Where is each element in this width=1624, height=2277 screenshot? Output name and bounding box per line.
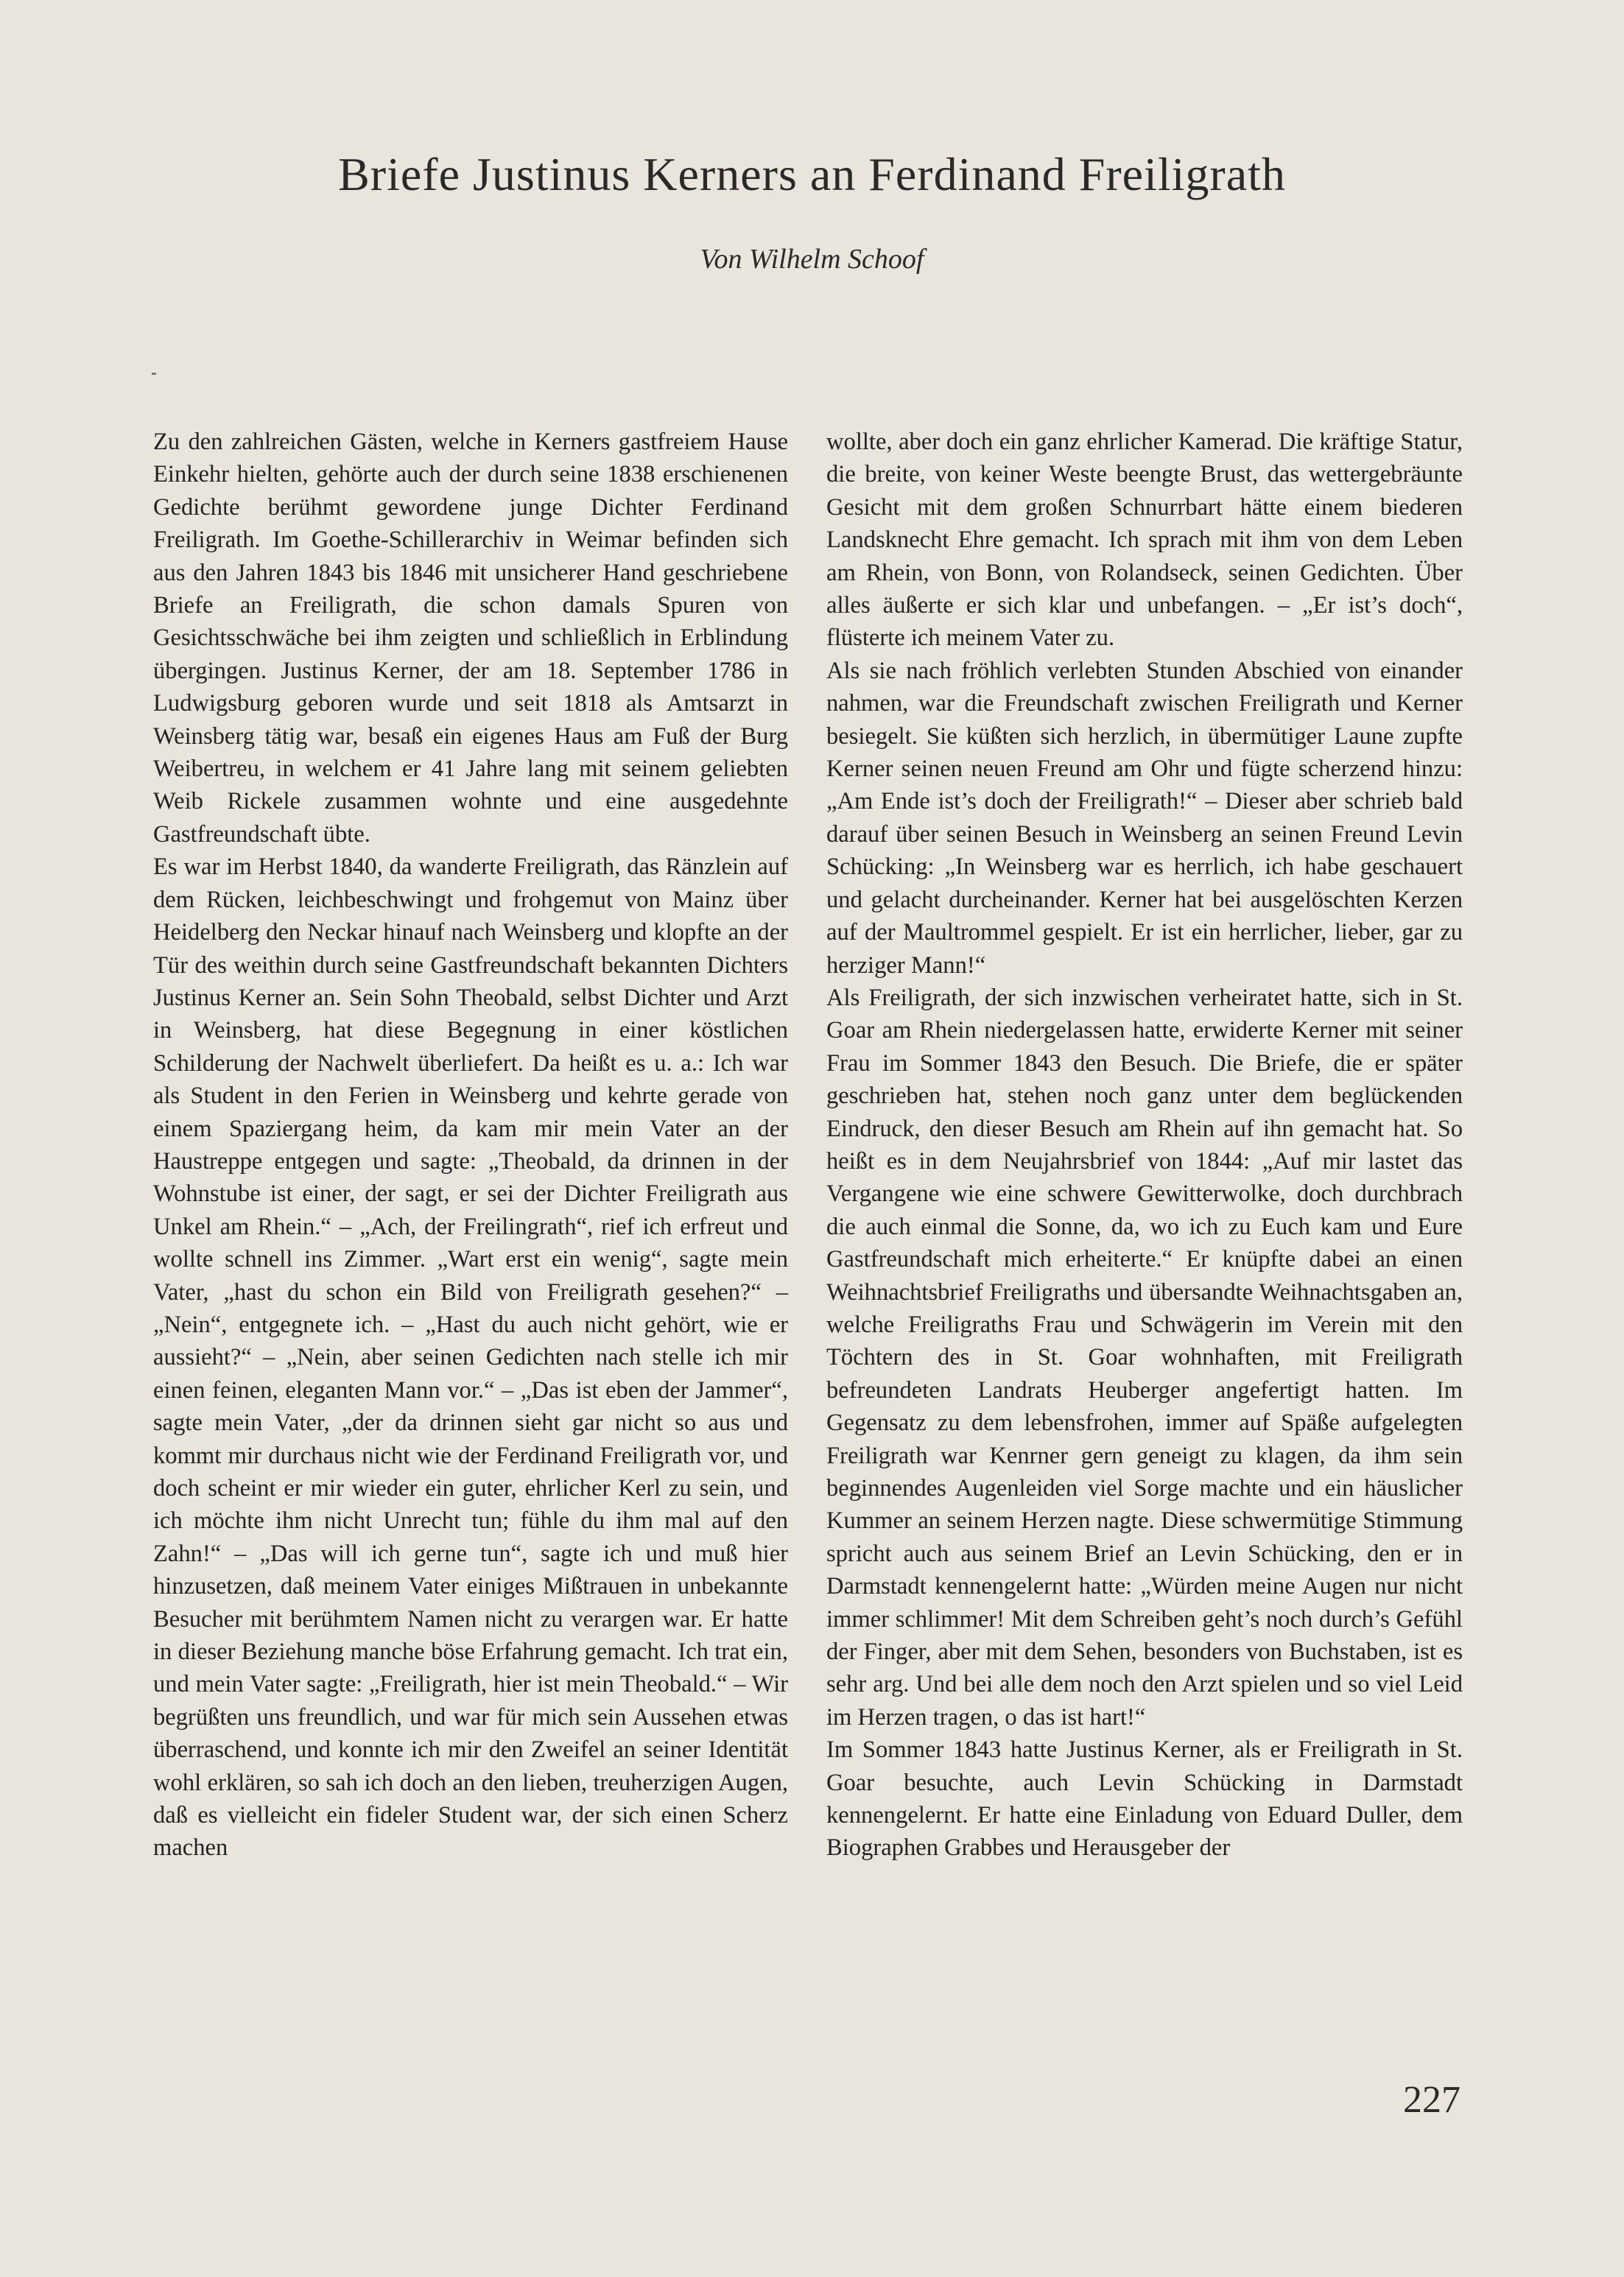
page-number: 227: [1403, 2079, 1460, 2121]
paragraph: wollte, aber doch ein ganz ehrlicher Kamerad. Die kräftige Statur, die breite, von keiner Weste beengte Brust, das wettergebräunte Gesicht mit dem großen Schnurrbart hätte einem biederen Landsknecht Ehre gemacht. Ich sprach mit ihm von dem Leben am Rhein, von Bonn, von Rolandseck, seinen Gedichten. Über alles äußerte er sich klar und unbefangen. – „Er ist’s doch“, flüsterte ich meinem Vater zu.: [826, 429, 1463, 652]
paragraph: Als sie nach fröhlich verlebten Stunden Abschied von einander nahmen, war die Freundschaft zwischen Freiligrath und Kerner besiegelt. Sie küßten sich herzlich, in übermütiger Laune zupfte Kerner seinen neuen Freund am Ohr und fügte scherzend hinzu: „Am Ende ist’s doch der Freiligrath!“ – Dieser aber schrieb bald darauf über seinen Besuch in Weinsberg an seinen Freund Levin Schücking: „In Weinsberg war es herrlich, ich habe geschauert und gelacht durcheinander. Kerner hat bei ausgelöschten Kerzen auf der Maultrommel gespielt. Er ist ein herrlicher, lieber, gar zu herziger Mann!“: [826, 657, 1463, 979]
article-byline: Von Wilhelm Schoof: [700, 244, 924, 275]
paragraph: Zu den zahlreichen Gästen, welche in Kerners gastfreiem Hause Einkehr hielten, gehörte auch der durch seine 1838 erschienenen Gedichte berühmt gewordene junge Dichter Ferdinand Freiligrath. Im Goethe-Schillerarchiv in Weimar befinden sich aus den Jahren 1843 bis 1846 mit unsicherer Hand geschriebene Briefe an Freiligrath, die schon damals Spuren von Gesichtsschwäche bei ihm zeigten und schließlich in Erblindung übergingen. Justinus Kerner, der am 18. September 1786 in Ludwigsburg geboren wurde und seit 1818 als Amtsarzt in Weinsberg tätig war, besaß ein eigenes Haus am Fuß der Burg Weibertreu, in welchem er 41 Jahre lang mit seinem geliebten Weib Rickele zusammen wohnte und eine ausgedehnte Gastfreundschaft übte.: [153, 429, 788, 848]
paragraph: Es war im Herbst 1840, da wanderte Freiligrath, das Ränzlein auf dem Rücken, leichbeschwingt und frohgemut von Mainz über Heidelberg den Neckar hinauf nach Weinsberg und klopfte an der Tür des weithin durch seine Gastfreundschaft bekannten Dichters Justinus Kerner an. Sein Sohn Theobald, selbst Dichter und Arzt in Weinsberg, hat diese Begegnung in einer köstlichen Schilderung der Nachwelt überliefert. Da heißt es u. a.: Ich war als Student in den Ferien in Weinsberg und kehrte gerade von einem Spaziergang heim, da kam mir mein Vater an der Haustreppe entgegen und sagte: „Theobald, da drinnen in der Wohnstube ist einer, der sagt, er sei der Dichter Freiligrath aus Unkel am Rhein.“ – „Ach, der Freilingrath“, rief ich erfreut und wollte schnell ins Zimmer. „Wart erst ein wenig“, sagte mein Vater, „hast du schon ein Bild von Freiligrath gesehen?“ – „Nein“, entgegnete ich. – „Hast du auch nicht gehört, wie er aussieht?“ – „Nein, aber seinen Gedichten nach stelle ich mir einen feinen, eleganten Mann vor.“ – „Das ist eben der Jammer“, sagte mein Vater, „der da drinnen sieht gar nicht so aus und kommt mir durchaus nicht wie der Ferdinand Freiligrath vor, und doch scheint er mir wieder ein guter, ehrlicher Kerl zu sein, und ich möchte ihm nicht Unrecht tun; fühle du ihm mal auf den Zahn!“ – „Das will ich gerne tun“, sagte ich und muß hier hinzusetzen, daß meinem Vater einiges Mißtrauen in unbekannte Besucher mit berühmtem Namen nicht zu verargen war. Er hatte in dieser Beziehung manche böse Erfahrung gemacht. Ich trat ein, und mein Vater sagte: „Freiligrath, hier ist mein Theobald.“ – Wir begrüßten uns freundlich, und war für mich sein Aussehen etwas überraschend, und konnte ich mir den Zweifel an seiner Identität wohl erklären, so sah ich doch an den lieben, treuherzigen Augen, daß es vielleicht ein fideler Student war, der sich einen Scherz machen: [153, 854, 788, 1862]
text-column-left: [153, 426, 788, 1865]
print-mark: [152, 373, 156, 375]
paragraph: Im Sommer 1843 hatte Justinus Kerner, als er Freiligrath in St. Goar besuchte, auch Levin Schücking in Darmstadt kennengelernt. Er hatte eine Einladung von Eduard Duller, dem Biographen Grabbes und Herausgeber der: [826, 1736, 1463, 1862]
text-column-right: [826, 426, 1463, 1865]
article-title: Briefe Justinus Kerners an Ferdinand Freiligrath: [338, 148, 1286, 200]
paragraph: Als Freiligrath, der sich inzwischen verheiratet hatte, sich in St. Goar am Rhein niedergelassen hatte, erwiderte Kerner mit seiner Frau im Sommer 1843 den Besuch. Die Briefe, die er später geschrieben hat, stehen noch ganz unter dem beglückenden Eindruck, den dieser Besuch am Rhein auf ihn gemacht hat. So heißt es in dem Neujahrsbrief von 1844: „Auf mir lastet das Vergangene wie eine schwere Gewitterwolke, doch durchbrach die auch einmal die Sonne, da, wo ich zu Euch kam und Eure Gastfreundschaft mich erheiterte.“ Er knüpfte dabei an einen Weihnachtsbrief Freiligraths und übersandte Weihnachtsgaben an, welche Freiligraths Frau und Schwägerin im Verein mit den Töchtern des in St. Goar wohnhaften, mit Freiligrath befreundeten Landrats Heuberger angefertigt hatten. Im Gegensatz zu dem lebensfrohen, immer auf Späße aufgelegten Freiligrath war Kenrner gern geneigt zu klagen, da ihm sein beginnendes Augenleiden viel Sorge machte und ein häuslicher Kummer an seinem Herzen nagte. Diese schwermütige Stimmung spricht auch aus seinem Brief an Levin Schücking, den er in Darmstadt kennengelernt hatte: „Würden meine Augen nur nicht immer schlimmer! Mit dem Schreiben geht’s noch durch’s Gefühl der Finger, aber mit dem Sehen, besonders von Buchstaben, ist es sehr arg. Und bei alle dem noch den Arzt spielen und so viel Leid im Herzen tragen, o das ist hart!“: [826, 984, 1463, 1731]
